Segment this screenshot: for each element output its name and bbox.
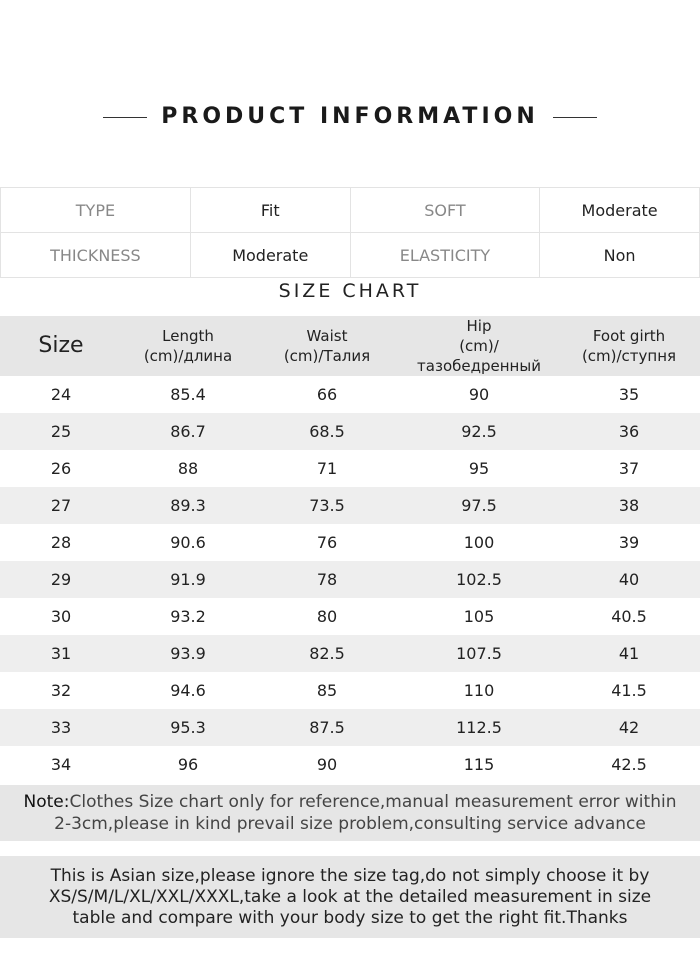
product-attributes-table xyxy=(0,187,700,278)
cell-waist: 80 xyxy=(254,598,400,635)
cell-size: 25 xyxy=(0,413,122,450)
attribute-key-elasticity: ELASTICITY xyxy=(350,233,540,278)
cell-size: 34 xyxy=(0,746,122,783)
column-header-foot-girth-label: Foot girth xyxy=(592,327,666,345)
cell-length: 91.9 xyxy=(122,561,254,598)
size-chart-title: SIZE CHART xyxy=(278,280,422,302)
asian-size-notice-line-3: table and compare with your body size to get the right fit.Thanks xyxy=(72,908,628,928)
cell-hip: 115 xyxy=(400,746,558,783)
page-title: PRODUCT INFORMATION xyxy=(161,104,539,129)
cell-foot-girth: 41.5 xyxy=(558,672,700,709)
cell-length: 96 xyxy=(122,746,254,783)
asian-size-notice xyxy=(0,856,700,938)
cell-waist: 66 xyxy=(254,376,400,413)
cell-foot-girth: 37 xyxy=(558,450,700,487)
cell-foot-girth: 40.5 xyxy=(558,598,700,635)
attribute-row xyxy=(1,188,700,233)
cell-hip: 112.5 xyxy=(400,709,558,746)
cell-hip: 102.5 xyxy=(400,561,558,598)
cell-length: 86.7 xyxy=(122,413,254,450)
cell-hip: 105 xyxy=(400,598,558,635)
cell-foot-girth: 42.5 xyxy=(558,746,700,783)
column-header-size: Size xyxy=(0,316,122,376)
cell-size: 31 xyxy=(0,635,122,672)
size-note xyxy=(0,785,700,841)
cell-foot-girth: 41 xyxy=(558,635,700,672)
cell-waist: 85 xyxy=(254,672,400,709)
cell-foot-girth: 36 xyxy=(558,413,700,450)
column-header-hip-label: Hip xyxy=(466,317,492,335)
column-header-foot-girth-unit: (cm)/ступня xyxy=(581,347,677,365)
table-row xyxy=(0,709,700,746)
cell-foot-girth: 38 xyxy=(558,487,700,524)
cell-hip: 107.5 xyxy=(400,635,558,672)
table-row xyxy=(0,746,700,783)
cell-waist: 71 xyxy=(254,450,400,487)
cell-size: 27 xyxy=(0,487,122,524)
cell-size: 26 xyxy=(0,450,122,487)
asian-size-notice-line-2: XS/S/M/L/XL/XXL/XXXL,take a look at the detailed measurement in size xyxy=(48,887,652,907)
column-header-waist-unit: (cm)/Талия xyxy=(283,347,371,365)
cell-hip: 110 xyxy=(400,672,558,709)
cell-length: 94.6 xyxy=(122,672,254,709)
cell-hip: 97.5 xyxy=(400,487,558,524)
cell-size: 28 xyxy=(0,524,122,561)
cell-waist: 87.5 xyxy=(254,709,400,746)
cell-length: 93.9 xyxy=(122,635,254,672)
cell-length: 89.3 xyxy=(122,487,254,524)
size-note-text-2: 2-3cm,please in kind prevail size problem,consulting service advance xyxy=(54,814,646,834)
cell-hip: 90 xyxy=(400,376,558,413)
table-row xyxy=(0,450,700,487)
cell-waist: 82.5 xyxy=(254,635,400,672)
attribute-key-thickness: THICKNESS xyxy=(1,233,191,278)
table-row xyxy=(0,561,700,598)
cell-hip: 100 xyxy=(400,524,558,561)
attribute-value-elasticity: Non xyxy=(540,233,700,278)
cell-waist: 76 xyxy=(254,524,400,561)
column-header-waist-label: Waist xyxy=(306,327,348,345)
cell-waist: 90 xyxy=(254,746,400,783)
cell-size: 30 xyxy=(0,598,122,635)
cell-foot-girth: 35 xyxy=(558,376,700,413)
column-header-length-unit: (cm)/длина xyxy=(143,347,233,365)
column-header-hip xyxy=(400,316,558,376)
cell-size: 24 xyxy=(0,376,122,413)
cell-foot-girth: 39 xyxy=(558,524,700,561)
size-note-line-1 xyxy=(0,791,700,813)
cell-waist: 68.5 xyxy=(254,413,400,450)
cell-length: 95.3 xyxy=(122,709,254,746)
cell-foot-girth: 40 xyxy=(558,561,700,598)
column-header-length-label: Length xyxy=(162,327,214,345)
cell-length: 93.2 xyxy=(122,598,254,635)
column-header-length xyxy=(122,316,254,376)
table-row xyxy=(0,413,700,450)
asian-size-notice-line-1: This is Asian size,please ignore the size tag,do not simply choose it by xyxy=(50,866,650,886)
header-divider-right xyxy=(553,117,597,118)
cell-hip: 92.5 xyxy=(400,413,558,450)
cell-waist: 73.5 xyxy=(254,487,400,524)
attribute-row xyxy=(1,233,700,278)
column-header-waist xyxy=(254,316,400,376)
attribute-value-type: Fit xyxy=(190,188,350,233)
attribute-key-soft: SOFT xyxy=(350,188,540,233)
table-row xyxy=(0,524,700,561)
size-chart-body xyxy=(0,376,700,783)
table-row xyxy=(0,376,700,413)
cell-size: 29 xyxy=(0,561,122,598)
size-note-text-1: Clothes Size chart only for reference,manual measurement error within xyxy=(69,792,677,812)
attribute-key-type: TYPE xyxy=(1,188,191,233)
product-info-header xyxy=(0,104,700,132)
table-row xyxy=(0,598,700,635)
attribute-value-thickness: Moderate xyxy=(190,233,350,278)
column-header-foot-girth xyxy=(558,316,700,376)
cell-hip: 95 xyxy=(400,450,558,487)
cell-length: 85.4 xyxy=(122,376,254,413)
column-header-hip-unit: (cm)/тазобедренный xyxy=(417,337,541,375)
cell-waist: 78 xyxy=(254,561,400,598)
cell-length: 90.6 xyxy=(122,524,254,561)
attribute-value-soft: Moderate xyxy=(540,188,700,233)
size-chart-table xyxy=(0,316,700,783)
cell-size: 33 xyxy=(0,709,122,746)
table-row xyxy=(0,635,700,672)
cell-length: 88 xyxy=(122,450,254,487)
cell-size: 32 xyxy=(0,672,122,709)
table-row xyxy=(0,487,700,524)
cell-foot-girth: 42 xyxy=(558,709,700,746)
size-chart-header-row xyxy=(0,316,700,376)
table-row xyxy=(0,672,700,709)
size-note-label: Note: xyxy=(23,792,70,812)
